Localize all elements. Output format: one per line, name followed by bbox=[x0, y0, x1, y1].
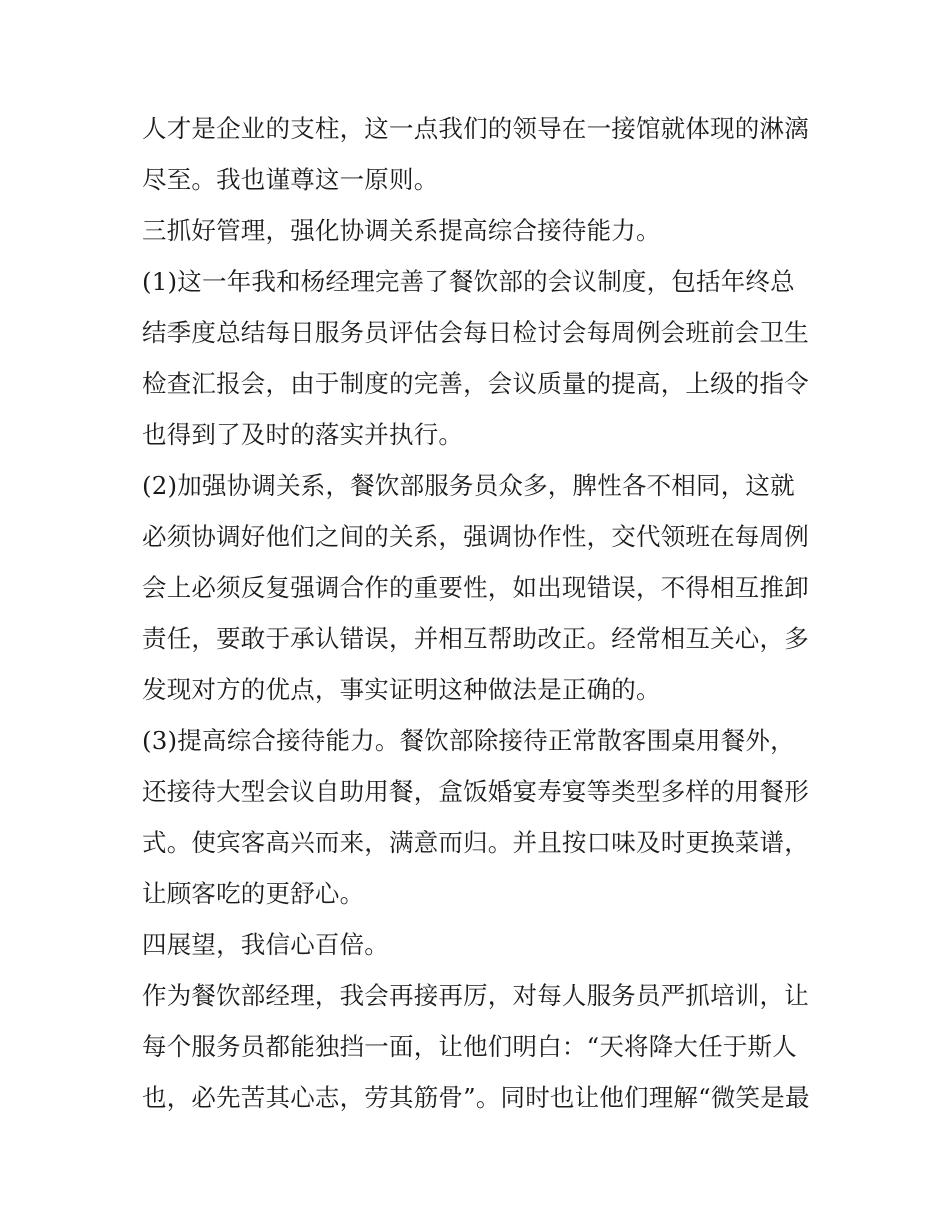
text-line: 也得到了及时的落实并执行。 bbox=[142, 420, 464, 449]
text-line: (2)加强协调关系，餐饮部服务员众多，脾性各不相同，这就 bbox=[142, 471, 795, 500]
text-line: 尽至。我也谨尊这一原则。 bbox=[142, 165, 439, 194]
text-line: (1)这一年我和杨经理完善了餐饮部的会议制度，包括年终总 bbox=[142, 267, 795, 296]
text-line: 式。使宾客高兴而来，满意而归。并且按口味及时更换菜谱， bbox=[142, 828, 809, 857]
text-line: (3)提高综合接待能力。餐饮部除接待正常散客围桌用餐外， bbox=[142, 726, 795, 755]
text-line: 结季度总结每日服务员评估会每日检讨会每周例会班前会卫生 bbox=[142, 318, 809, 347]
document-body bbox=[142, 103, 822, 1123]
text-line: 作为餐饮部经理，我会再接再厉，对每人服务员严抓培训，让 bbox=[142, 981, 809, 1010]
text-line: 发现对方的优点，事实证明这种做法是正确的。 bbox=[142, 675, 661, 704]
text-line: 也，必先苦其心志，劳其筋骨”。同时也让他们理解“微笑是最 bbox=[142, 1083, 810, 1112]
text-line: 还接待大型会议自助用餐，盒饭婚宴寿宴等类型多样的用餐形 bbox=[142, 777, 809, 806]
text-line: 每个服务员都能独挡一面，让他们明白：“天将降大任于斯人 bbox=[142, 1032, 797, 1061]
text-line: 检查汇报会，由于制度的完善，会议质量的提高，上级的指令 bbox=[142, 369, 809, 398]
text-line: 让顾客吃的更舒心。 bbox=[142, 879, 365, 908]
section-heading: 三抓好管理，强化协调关系提高综合接待能力。 bbox=[142, 216, 661, 245]
text-line: 责任，要敢于承认错误，并相互帮助改正。经常相互关心，多 bbox=[142, 624, 809, 653]
section-heading: 四展望，我信心百倍。 bbox=[142, 930, 389, 959]
text-line: 人才是企业的支柱，这一点我们的领导在一接馆就体现的淋漓 bbox=[142, 114, 809, 143]
text-line: 必须协调好他们之间的关系，强调协作性，交代领班在每周例 bbox=[142, 522, 809, 551]
text-line: 会上必须反复强调合作的重要性，如出现错误，不得相互推卸 bbox=[142, 573, 809, 602]
